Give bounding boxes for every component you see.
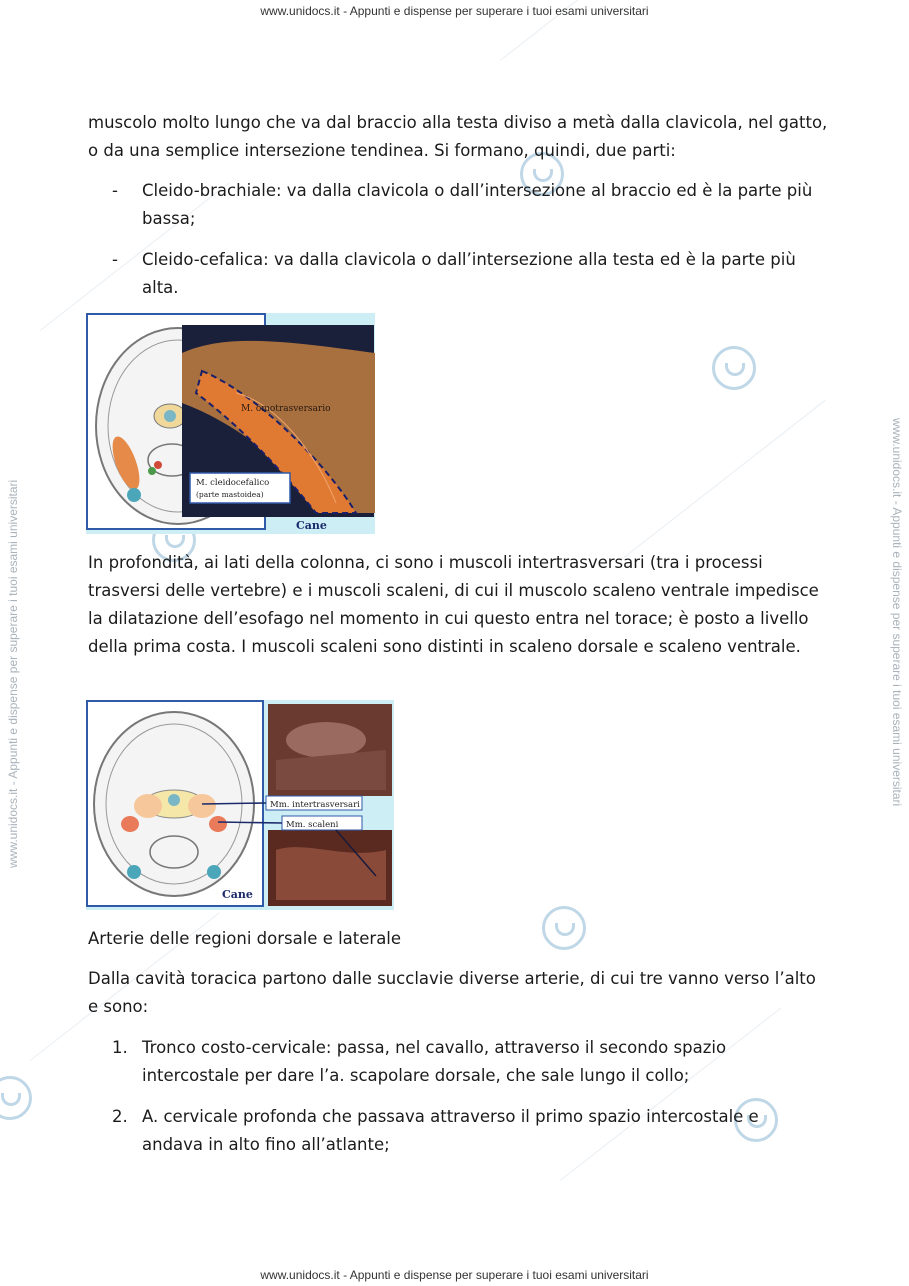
paragraph-arterie-intro: Dalla cavità toracica partono dalle succlavie diverse arterie, di cui tre vanno verso l’alto e sono: <box>88 969 816 1016</box>
number-marker: 2. <box>112 1107 128 1126</box>
figure2-caption: Cane <box>222 888 253 901</box>
vertical-watermark-right: www.unidocs.it - Appunti e dispense per superare i tuoi esami universitari <box>890 418 904 807</box>
section-heading-arterie: Arterie delle regioni dorsale e laterale <box>88 929 402 948</box>
figure1-caption: Cane <box>296 519 327 532</box>
bullet-text: Cleido-brachiale: va dalla clavicola o dall’intersezione al braccio ed è la parte più bassa; <box>142 181 813 228</box>
numbered-text: A. cervicale profonda che passava attraverso il primo spazio intercostale e andava in alto fino all’atlante; <box>142 1107 759 1154</box>
figure-cleidocephalicus-image <box>86 313 375 534</box>
number-marker: 1. <box>112 1038 128 1057</box>
bullet-marker: - <box>112 250 118 269</box>
figure-intertransversarii-scaleni <box>86 700 394 910</box>
figure1-label-omotrasversario: M. omotrasversario <box>241 404 331 414</box>
paragraph-deep-muscles: In profondità, ai lati della colonna, ci sono i muscoli intertrasversari (tra i processi trasversi delle vertebre) e i muscoli scaleni, di cui il muscolo scaleno ventrale impedisce la dilatazione dell’esofago nel momento in cui questo entra nel torace; è posto a livello della prima costa. I muscoli scaleni sono distinti in scaleno dorsale e scaleno ventrale. <box>88 553 819 656</box>
figure2-label-scaleni: Mm. scaleni <box>286 820 339 830</box>
figure-intertransversarii-image <box>86 700 394 910</box>
vertical-watermark-left: www.unidocs.it - Appunti e dispense per superare i tuoi esami universitari <box>6 479 20 868</box>
bullet-marker: - <box>112 181 118 200</box>
paragraph-intro: muscolo molto lungo che va dal braccio alla testa diviso a metà dalla clavicola, nel gatto, o da una semplice intersezione tendinea. Si formano, quindi, due parti: <box>88 113 828 160</box>
figure-cleidocephalicus <box>86 313 375 534</box>
figure2-label-intertrasversari: Mm. intertrasversari <box>270 800 360 810</box>
bullet-text: Cleido-cefalica: va dalla clavicola o dall’intersezione alla testa ed è la parte più alta. <box>142 250 796 297</box>
watermark-logo-icon <box>0 1076 32 1120</box>
page-header: www.unidocs.it - Appunti e dispense per superare i tuoi esami universitari <box>260 4 649 18</box>
figure1-label-cleidocefalico-sub: (parte mastoidea) <box>196 490 264 499</box>
figure1-label-cleidocefalico: M. cleidocefalico <box>196 478 270 488</box>
page-footer: www.unidocs.it - Appunti e dispense per superare i tuoi esami universitari <box>260 1268 649 1282</box>
numbered-text: Tronco costo-cervicale: passa, nel cavallo, attraverso il secondo spazio intercostale per dare l’a. scapolare dorsale, che sale lungo il collo; <box>142 1038 727 1085</box>
watermark-line <box>620 400 825 561</box>
watermark-logo-icon <box>712 346 756 390</box>
